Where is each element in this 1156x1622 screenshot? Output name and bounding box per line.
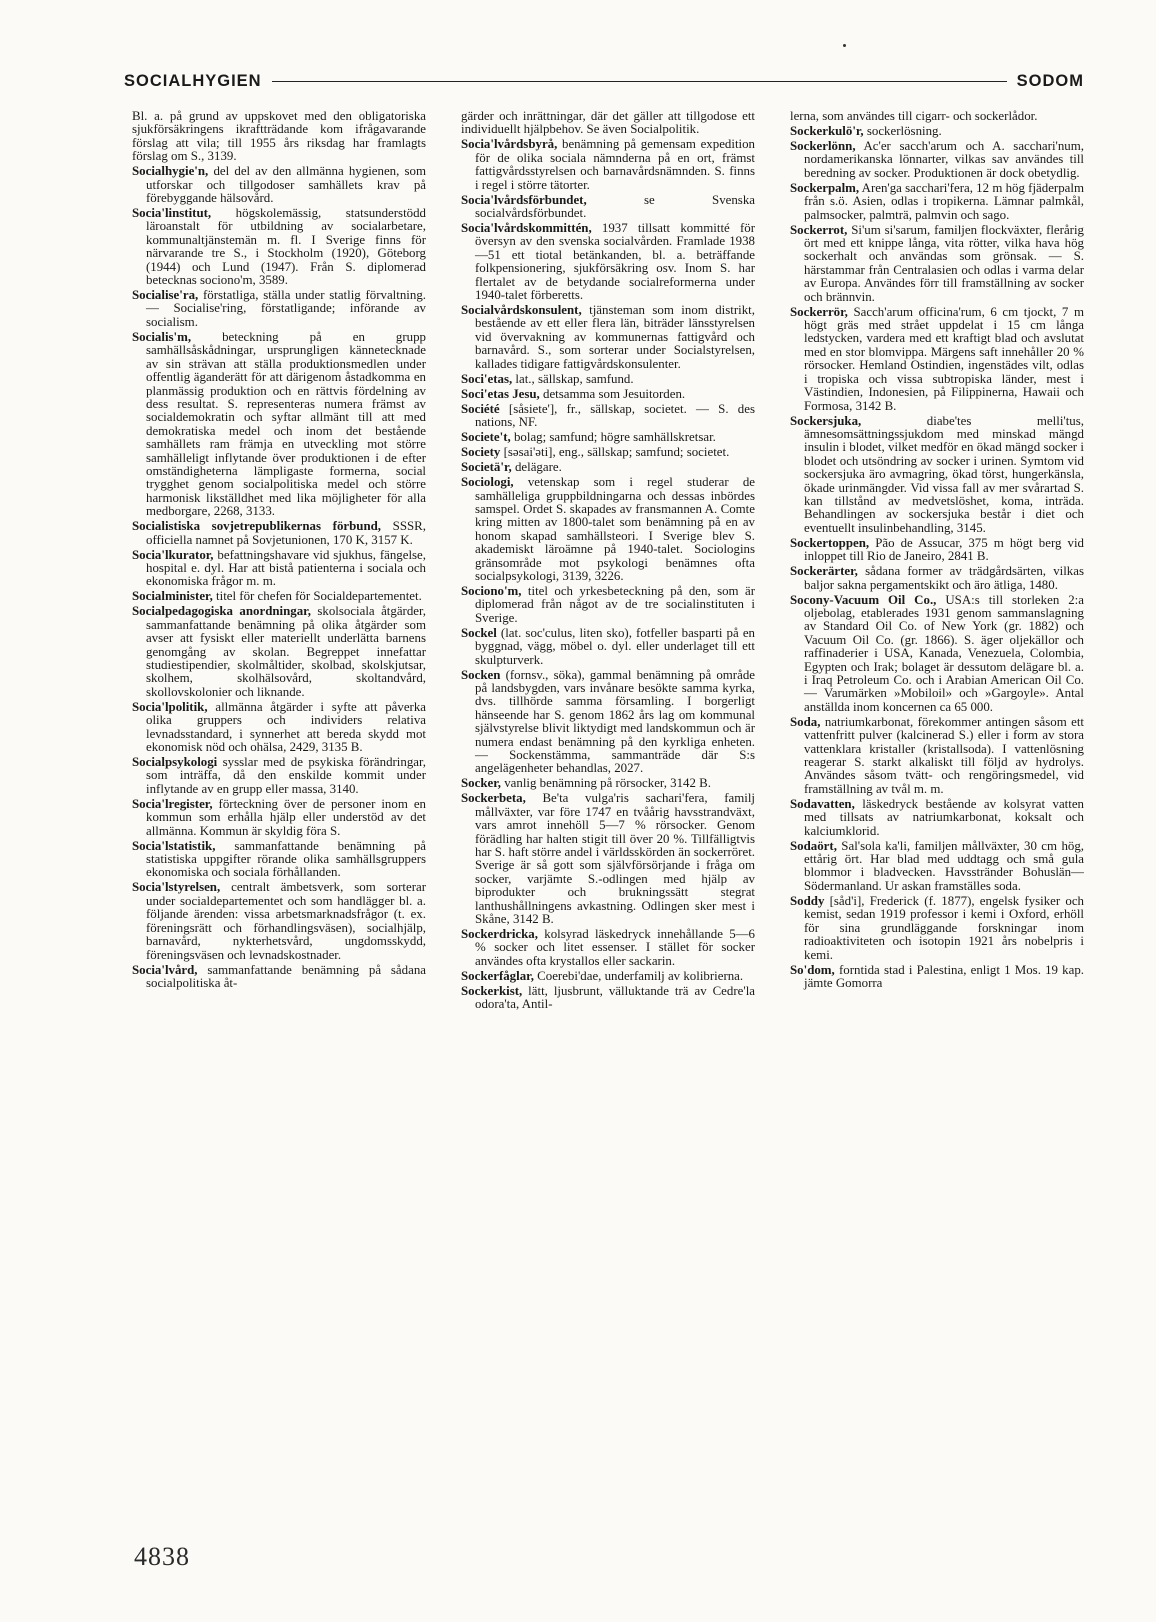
- entry-definition: diabe'tes melli'tus, ämnesomsättningssjukdom med minskad mängd insulin i blodet, vilket medför en ökad mängd socker i blodet och utsöndring av socker i urinen. Symtom vid sockersjuka äro avmagring, ökad törst, hungerkänsla, ökade urinmängder. Vid vissa fall av mer svårartad S. kan tillstånd av medvetslöshet, koma, inträda. Behandlingen av sockersjuka består i diet och eventuellt insulinbehandling, 3145.: [804, 413, 1084, 535]
- entry-headword: Socialhygie'n,: [132, 164, 209, 179]
- dictionary-entry: [461, 403, 755, 430]
- dictionary-entry: [790, 140, 1084, 180]
- entry-headword: Sockerdricka,: [461, 927, 538, 942]
- entry-headword: Socia'lregister,: [132, 796, 213, 811]
- entry-headword: Sociono'm,: [461, 583, 522, 598]
- entry-definition: sådana former av trädgårdsärten, vilkas baljor sakna pergamentskikt och äro ätliga, 1480.: [804, 564, 1084, 592]
- dictionary-entry: [461, 222, 755, 302]
- entry-headword: Sockertoppen,: [790, 535, 870, 550]
- entry-definition: skolsociala åtgärder, sammanfattande benämning på olika åtgärder som avser att fysiskt eller materiellt underlätta barnens genomgång av skolan. Begreppet innefattar studiestipendier, skolmåltider, skolbad, skolskjutsar, skolhem, skolhälsovård, skoltandvård, skollovskolonier och liknande.: [146, 604, 426, 699]
- dictionary-entry: [790, 565, 1084, 592]
- entry-definition: SSSR, officiella namnet på Sovjetunionen, 170 K, 3157 K.: [146, 519, 426, 547]
- entry-headword: Sockerrot,: [790, 222, 848, 237]
- dictionary-entry: [132, 964, 426, 991]
- entry-headword: Société: [461, 401, 500, 416]
- entry-definition: (lat. soc'culus, liten sko), fotfeller basparti på en byggnad, vägg, möbel o. dyl. eller underlaget till ett skulpturverk.: [475, 625, 755, 667]
- dictionary-entry: [132, 331, 426, 519]
- entry-headword: Societä'r,: [461, 460, 512, 475]
- running-head-rule: [272, 81, 1007, 82]
- dictionary-entry: [132, 605, 426, 699]
- dictionary-entry: [790, 798, 1084, 838]
- dictionary-entry: [790, 964, 1084, 991]
- entry-definition: (fornsv., söka), gammal benämning på område på landsbygden, vars invånare besökte samma kyrka, dvs. tillhörde samma församling. I borgerligt hänseende har S. genom 1862 års lag om kommunal självstyrelse blivit liktydigt med landskommun och är numera endast benämning på den kyrkliga enheten. — Sockenstämma, sammanträde där S:s angelägenheter behandlas, 2027.: [475, 667, 755, 776]
- dictionary-entry: [132, 590, 426, 603]
- entry-headword: Socialvårdskonsulent,: [461, 303, 582, 318]
- dictionary-entry: [461, 194, 755, 221]
- entry-headword: Socia'lkurator,: [132, 547, 214, 562]
- entry-definition: vetenskap som i regel studerar de samhälleliga gruppbildningarna och dessas inbördes samspel. Ordet S. skapades av fransmannen A. Comte kring mitten av 1800-talet som benämning på en av honom skapad samhällsteori. I Sverige blev S. akademiskt läroämne på 1940-talet. Sociologins gränsområde mot psykologi benämnes ofta socialpsykologi, 3139, 3226.: [475, 475, 755, 583]
- page-number: 4838: [134, 1542, 190, 1571]
- running-head: [124, 70, 1084, 92]
- dictionary-entry: [132, 798, 426, 838]
- entry-definition: Aren'ga sacchari'fera, 12 m hög fjäderpalm från s.ö. Asien, odlas i tropikerna. Lämnar palmkål, palmsocker, palmträ, palmvin och sago.: [804, 180, 1084, 222]
- entry-headword: Sociologi,: [461, 475, 514, 490]
- dictionary-entry: [132, 840, 426, 880]
- entry-definition: tjänsteman som inom distrikt, bestående av ett eller flera län, biträder länsstyrelsen vid övervakning av kommunernas fattigvård och barnavård. S., som sorterar under Socialstyrelsen, kallades tidigare fattigvårdskonsulenter.: [475, 303, 755, 371]
- entry-definition: Be'ta vulga'ris sachari'fera, familj mållväxter, var före 1747 en tvåårig havsstrandväxt, vars amrot innehöll 5—7 % rörsocker. Genom förädling har halten stigit till över 20 %. Tillfälligtvis har S. haft större andel i världsskörden än sockerröret. Sverige är så gott som självförsörjande i fråga om socker, varjämte S.-odlingen med hjälp av biprodukter och brukningssätt stegrat lanthushållningens avkastning. Odlingen sker mest i Skåne, 3142 B.: [475, 791, 755, 927]
- dictionary-entry: [461, 585, 755, 625]
- entry-headword: Sockerrör,: [790, 304, 848, 319]
- print-speck: [843, 44, 846, 47]
- running-head-last-word: SODOM: [1016, 71, 1084, 90]
- entry-continuation: [790, 110, 1084, 123]
- entry-definition: Sacch'arum officina'rum, 6 cm tjockt, 7 m högt gräs med strået uppdelat i 15 cm långa ledstycken, vardera med ett kraftigt blad och avslutat med en stor blomvippa. Märgens saft innehåller 20 % rörsocker. Hemland Ostindien, ingenstädes vilt, odlas i tropiska och vissa subtropiska länder, mest i Västindien, Indonesien, på Filippinerna, Hawaii och Formosa, 3142 B.: [804, 304, 1084, 413]
- dictionary-entry: [461, 446, 755, 459]
- entry-definition: sammanfattande benämning på sådana socialpolitiska åt-: [146, 962, 426, 990]
- entry-definition: Sal'sola ka'li, familjen mållväxter, 30 cm hög, ettårig ört. Har blad med uddtagg och små gula blommor i bladvecken. Havsstränder Bohuslän—Södermanland. Ur askan framställes soda.: [804, 838, 1084, 893]
- dictionary-entry: [132, 881, 426, 961]
- entry-headword: Socialise'ra,: [132, 288, 199, 303]
- entry-definition: sockerlösning.: [863, 124, 942, 138]
- entry-definition: detsamma som Jesuitorden.: [539, 386, 686, 401]
- entry-definition: forntida stad i Palestina, enligt 1 Mos. 19 kap. jämte Gomorra: [804, 962, 1084, 990]
- entry-definition: [såsiete'], fr., sällskap, societet. — S. des nations, NF.: [475, 401, 755, 430]
- dictionary-entry: [790, 537, 1084, 564]
- dictionary-entry: [790, 895, 1084, 962]
- entry-headword: Sockerärter,: [790, 564, 858, 579]
- entry-headword: Soci'etas Jesu,: [461, 386, 540, 401]
- entry-headword: Soddy: [790, 893, 825, 908]
- entry-definition: förstatliga, ställa under statlig förvaltning. — Socialise'ring, förstatligande; införande av socialism.: [146, 288, 426, 329]
- entry-definition: lat., sällskap, samfund.: [512, 371, 634, 386]
- entry-definition: del del av den allmänna hygienen, som utforskar och tillgodoser samhällets krav på förebyggande hälsovård.: [146, 164, 426, 206]
- entry-headword: So'dom,: [790, 962, 835, 977]
- dictionary-entry: [461, 777, 755, 790]
- entry-headword: Sockerpalm,: [790, 180, 860, 195]
- entry-headword: Socia'lvårdsbyrå,: [461, 137, 558, 152]
- entry-definition: beteckning på en grupp samhällsåskådningar, ursprungligen kännetecknade av sin strävan att ställa produktionsmedlen under offentlig äganderätt för att därigenom åstadkomma en planmässig produktion och en rättvis fördelning av dess resultat. S. representeras numera främst av socialdemokratin och syftar allmänt till att med demokratiska medel och inom det bestående samhällets ram främja en utveckling mot större samhälleligt inflytande över produktionen i de efter omständigheterna lämpligaste formerna, social trygghet genom socialpolitiska medel och större harmonisk likställdhet med lika möjligheter för alla medborgare, 2268, 3133.: [146, 329, 426, 519]
- entry-definition: USA:s till storleken 2:a oljebolag, etablerades 1931 genom sammanslagning av Standard Oil Co. of New York (gr. 1882) och Vacuum Oil Co. (gr. 1866). S. äger oljekällor och raffinaderier i USA, Kanada, Venezuela, Colombia, Egypten och Irak; bolaget är dessutom delägare bl. a. i Iraq Petroleum Co. och i Arabian American Oil Co. — Varumärken »Mobiloil» och »Gargoyle». Antal anställda inom koncernen ca 65 000.: [804, 592, 1084, 714]
- entry-continuation: [132, 110, 426, 164]
- entry-headword: Socialpsykologi: [132, 755, 218, 770]
- entry-headword: Sockerkulö'r,: [790, 124, 864, 138]
- entry-definition: Coerebi'dae, underfamilj av kolibrierna.: [533, 968, 744, 983]
- dictionary-entry: [132, 289, 426, 329]
- entry-headword: Socia'lvårdskommittén,: [461, 221, 592, 236]
- dictionary-entry: [790, 306, 1084, 413]
- entry-definition: delägare.: [511, 460, 562, 475]
- entry-headword: Socia'lstyrelsen,: [132, 880, 221, 895]
- entry-headword: Soda,: [790, 714, 821, 729]
- entry-definition: sammanfattande benämning på statistiska uppgifter rörande olika samhällsgruppers ekonomiska och sociala förhållanden.: [146, 838, 426, 880]
- entry-headword: Sockersjuka,: [790, 413, 862, 428]
- dictionary-entry: [461, 138, 755, 192]
- entry-headword: Socony-Vacuum Oil Co.,: [790, 592, 937, 607]
- column-2: [461, 110, 755, 1470]
- entry-continuation: [461, 110, 755, 137]
- entry-headword: Socia'lvårdsförbundet,: [461, 192, 587, 207]
- entry-definition: natriumkarbonat, förekommer antingen såsom ett vattenfritt pulver (kalcinerad S.) eller i form av stora vattenklara kristaller (kristallsoda). I vattenlösning reagerar S. starkt alkaliskt till följd av hydrolys. Användes såsom tvätt- och rengöringsmedel, vid framställning av tvål m. m.: [804, 714, 1084, 796]
- dictionary-entry: [790, 415, 1084, 536]
- dictionary-entry: [790, 594, 1084, 715]
- entry-headword: Socialminister,: [132, 589, 213, 604]
- dictionary-entry: [461, 476, 755, 583]
- entry-definition: centralt ämbetsverk, som sorterar under socialdepartementet och som handlägger bl. a. följande ärenden: vissa arbetsmarknadsfrågor (t. ex. föreningsrätt och förhandlingsväsen), socialhjälp, barnavård, nykterhetsvård, ungdomsskydd, föreningsväsen och levnadskostnader.: [146, 880, 426, 962]
- entry-headword: Sodaört,: [790, 838, 837, 853]
- entry-definition: vanlig benämning på rörsocker, 3142 B.: [501, 776, 711, 791]
- entry-definition: lerna, som användes till cigarr- och sockerlådor.: [790, 110, 1038, 123]
- entry-headword: Sockerlönn,: [790, 139, 856, 153]
- entry-definition: bolag; samfund; högre samhällskretsar.: [510, 430, 716, 445]
- entry-definition: Si'um si'sarum, familjen flockväxter, flerårig ört med ett knippe långa, vita rötter, vilka hava hög sockerhalt och användas som grönsak. — S. härstammar från Centralasien och odlas i varma delar av Europa. Användes förr till framställning av socker och brännvin.: [804, 222, 1084, 304]
- dictionary-entry: [461, 373, 755, 386]
- dictionary-entry: [132, 207, 426, 287]
- dictionary-entry: [461, 431, 755, 444]
- entry-definition: benämning på gemensam expedition för de olika sociala nämnderna på en ort, främst fattigvårdsstyrelsen och barnavårdsnämnden. S. finns i regel i större tätorter.: [475, 137, 755, 192]
- dictionary-entry: [461, 985, 755, 1012]
- entry-headword: Society: [461, 445, 501, 460]
- entry-headword: Socker,: [461, 776, 501, 791]
- entry-definition: förteckning över de personer inom en kommun som erhålla hjälp eller understöd av det allmänna. Kommun är skyldig föra S.: [146, 796, 426, 838]
- dictionary-entry: [790, 224, 1084, 304]
- entry-headword: Socia'linstitut,: [132, 206, 212, 221]
- dictionary-entry: [132, 756, 426, 796]
- dictionary-entry: [132, 549, 426, 589]
- entry-definition: se Svenska socialvårdsförbundet.: [475, 192, 755, 221]
- entry-definition: högskolemässig, statsunderstödd läroanstalt för utbildning av socialarbetare, kommunaltjänstemän m. fl. I Sverige finns för närvarande tre S., i Stockholm (1920), Göteborg (1944) och Lund (1947). Från S. diplomerad betecknas sociono'm, 3589.: [146, 206, 426, 288]
- dictionary-entry: [461, 792, 755, 926]
- dictionary-entry: [461, 627, 755, 667]
- entry-definition: titel för chefen för Socialdepartementet.: [212, 589, 422, 604]
- entry-definition: Pão de Assucar, 375 m högt berg vid inloppet till Rio de Janeiro, 2841 B.: [804, 535, 1084, 564]
- dictionary-entry: [790, 840, 1084, 894]
- dictionary-entry: [132, 701, 426, 755]
- dictionary-columns: [132, 110, 1084, 1470]
- entry-headword: Sockerbeta,: [461, 791, 526, 806]
- entry-headword: Sodavatten,: [790, 796, 855, 811]
- dictionary-entry: [461, 461, 755, 474]
- entry-definition: Ac'er sacch'arum och A. sacchari'num, nordamerikanska lönnarter, vilkas sav användes till beredning av socker. Produktionen är dock obetydlig.: [804, 139, 1084, 180]
- dictionary-entry: [461, 669, 755, 776]
- column-3: [790, 110, 1084, 1470]
- entry-headword: Socken: [461, 667, 501, 682]
- dictionary-entry: [790, 182, 1084, 222]
- entry-definition: [səsai'əti], eng., sällskap; samfund; societet.: [500, 445, 730, 460]
- dictionary-entry: [132, 165, 426, 205]
- entry-headword: Societe't,: [461, 430, 511, 445]
- entry-definition: lätt, ljusbrunt, välluktande trä av Cedre'la odora'ta, Antil-: [475, 983, 755, 1012]
- entry-headword: Sockerkist,: [461, 983, 523, 998]
- entry-headword: Sockel: [461, 625, 497, 640]
- entry-definition: Bl. a. på grund av uppskovet med den obligatoriska sjukförsäkringens ikraftträdande kom ifrågavarande förslag att vila; till 1955 års riksdag har framlagts förslag om S., 3139.: [132, 110, 426, 164]
- entry-headword: Socialistiska sovjetrepublikernas förbund,: [132, 519, 382, 534]
- entry-headword: Socia'lvård,: [132, 962, 198, 977]
- dictionary-entry: [461, 304, 755, 371]
- entry-definition: [såd'i], Frederick (f. 1877), engelsk fysiker och kemist, sedan 1919 professor i kemi i Oxford, erhöll för sina grundläggande forskningar inom radioaktiviteten och isotopin 1921 års nobelpris i kemi.: [804, 893, 1084, 962]
- dictionary-entry: [132, 520, 426, 547]
- dictionary-entry: [461, 970, 755, 983]
- entry-headword: Socialis'm,: [132, 329, 192, 344]
- column-1: [132, 110, 426, 1470]
- entry-headword: Socia'lpolitik,: [132, 699, 208, 714]
- dictionary-entry: [790, 716, 1084, 796]
- entry-definition: allmänna åtgärder i syfte att påverka olika gruppers och individers relativa levnadsstandard, i synnerhet att bereda skydd mot ekonomisk nöd och ohälsa, 2429, 3135 B.: [146, 699, 426, 755]
- entry-headword: Socia'lstatistik,: [132, 838, 216, 853]
- entry-definition: befattningshavare vid sjukhus, fängelse, hospital e. dyl. Har att bistå patienterna i sociala och ekonomiska frågor m. m.: [146, 547, 426, 589]
- entry-headword: Sockerfåglar,: [461, 968, 534, 983]
- entry-definition: kolsyrad läskedryck innehållande 5—6 % socker och litet essenser. I stället för socker användes ofta krystallos eller sackarin.: [475, 927, 755, 968]
- dictionary-entry: [461, 388, 755, 401]
- running-head-first-word: SOCIALHYGIEN: [124, 71, 262, 90]
- dictionary-entry: [790, 125, 1084, 138]
- entry-definition: läskedryck bestående av kolsyrat vatten med tillsats av natriumkarbonat, koksalt och kalciumklorid.: [804, 796, 1084, 838]
- entry-definition: titel och yrkesbeteckning på den, som är diplomerad från något av de tre socialinstituten i Sverige.: [475, 583, 755, 625]
- entry-definition: gärder och inrättningar, där det gäller att tillgodose ett individuellt hjälpbehov. Se även Socialpolitik.: [461, 110, 755, 137]
- dictionary-entry: [461, 928, 755, 968]
- entry-definition: 1937 tillsatt kommitté för översyn av den svenska socialvården. Framlade 1938—51 ett tiotal betänkanden, bl. a. beträffande folkpensionering, sjukförsäkring osv. Inom S. har flertalet av de betydande socialreformerna under 1940-talet förberetts.: [475, 221, 755, 303]
- entry-definition: sysslar med de psykiska förändringar, som inträffa, då den enskilde kommit under inflytande av en grupp eller massa, 3140.: [146, 755, 426, 796]
- entry-headword: Socialpedagogiska anordningar,: [132, 604, 311, 619]
- entry-headword: Soci'etas,: [461, 371, 513, 386]
